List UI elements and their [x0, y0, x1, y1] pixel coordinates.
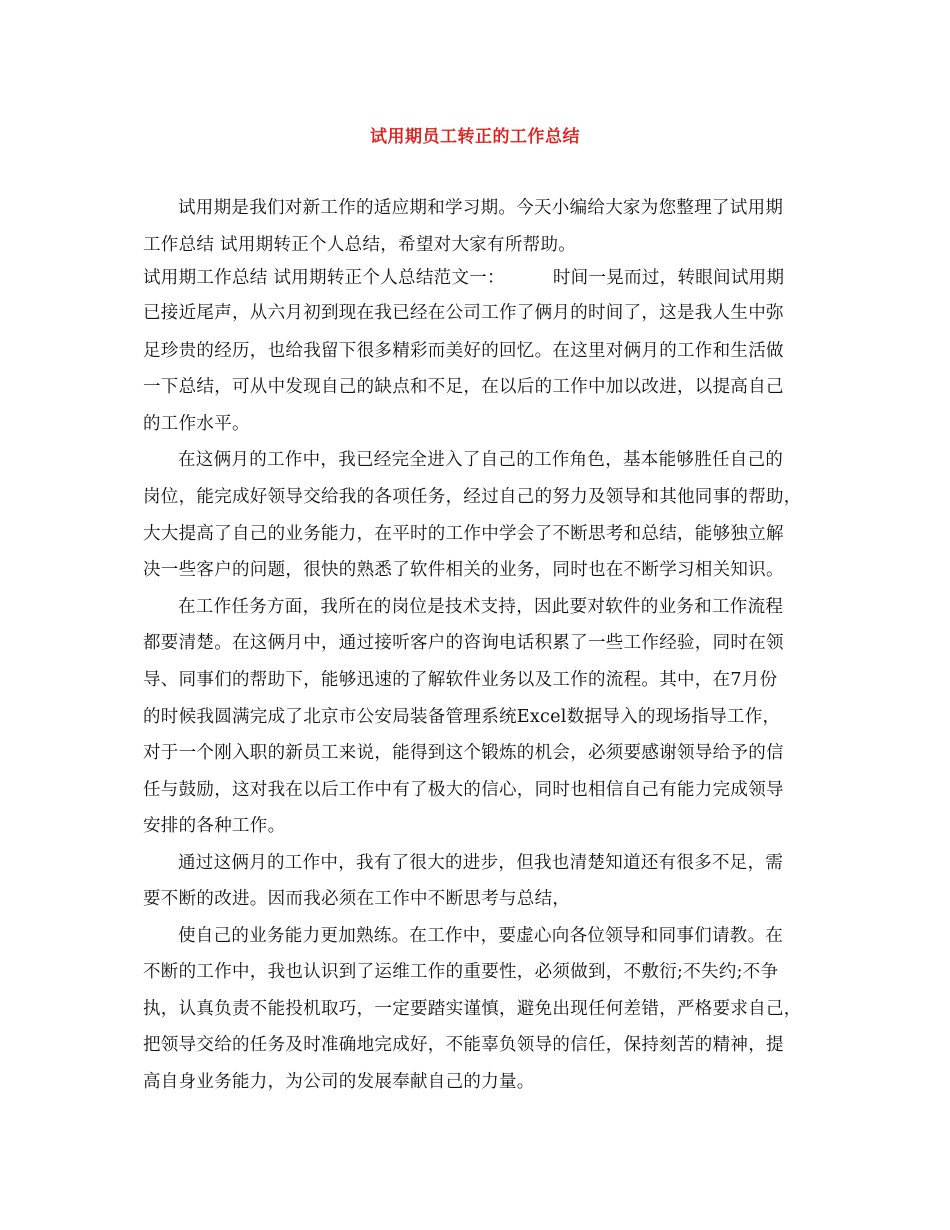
- paragraph-line: 试用期是我们对新工作的适应期和学习期。今天小编给大家为您整理了试用期: [178, 198, 784, 218]
- paragraph-line: 在工作任务方面，我所在的岗位是技术支持，因此要对软件的业务和工作流程: [178, 597, 784, 617]
- paragraph-line: 任与鼓励，这对我在以后工作中有了极大的信心，同时也相信自己有能力完成领导: [143, 780, 784, 800]
- paragraph-line: 岗位，能完成好领导交给我的各项任务，经过自己的努力及领导和其他同事的帮助，: [143, 487, 802, 507]
- paragraph-line: 在这俩月的工作中，我已经完全进入了自己的工作角色，基本能够胜任自己的: [178, 450, 784, 470]
- paragraph-line: 大大提高了自己的业务能力，在平时的工作中学会了不断思考和总结，能够独立解: [143, 524, 784, 544]
- paragraph-line: 通过这俩月的工作中，我有了很大的进步，但我也清楚知道还有很多不足，需: [178, 853, 784, 873]
- paragraph-line: 的时候我圆满完成了北京市公安局装备管理系统Excel数据导入的现场指导工作，: [143, 707, 781, 727]
- document-title: 试用期员工转正的工作总结: [370, 127, 580, 147]
- paragraph-line: 都要清楚。在这俩月中，通过接听客户的咨询电话积累了一些工作经验，同时在领: [143, 633, 784, 653]
- paragraph-line: 的工作水平。: [143, 414, 250, 434]
- paragraph-line: 已接近尾声，从六月初到现在我已经在公司工作了俩月的时间了，这是我人生中弥: [143, 303, 784, 323]
- paragraph-line: 足珍贵的经历，也给我留下很多精彩而美好的回忆。在这里对俩月的工作和生活做: [143, 341, 784, 361]
- section-heading: 试用期工作总结 试用期转正个人总结范文一：: [143, 268, 505, 288]
- paragraph-line: 使自己的业务能力更加熟练。在工作中，要虚心向各位领导和同事们请教。在: [178, 926, 784, 946]
- paragraph-line: 不断的工作中，我也认识到了运维工作的重要性，必须做到，不敷衍;不失约;不争: [143, 962, 779, 982]
- paragraph-line: 决一些客户的问题，很快的熟悉了软件相关的业务，同时也在不断学习相关知识。: [143, 560, 784, 580]
- paragraph-line: 一下总结，可从中发现自己的缺点和不足，在以后的工作中加以改进，以提高自己: [143, 377, 784, 397]
- paragraph-line: 要不断的改进。因而我必须在工作中不断思考与总结，: [143, 889, 571, 909]
- paragraph-line: 把领导交给的任务及时准确地完成好，不能辜负领导的信任，保持刻苦的精神，提: [143, 1035, 784, 1055]
- paragraph-line: 执，认真负责不能投机取巧，一定要踏实谨慎，避免出现任何差错，严格要求自己，: [143, 999, 802, 1019]
- paragraph-text: 时间一晃而过，转眼间试用期: [552, 268, 785, 288]
- paragraph-line: 导、同事们的帮助下，能够迅速的了解软件业务以及工作的流程。其中，在7月份: [143, 670, 778, 690]
- paragraph-line-combined: [143, 263, 784, 293]
- paragraph-line: 工作总结 试用期转正个人总结，希望对大家有所帮助。: [143, 235, 577, 255]
- paragraph-line: 安排的各种工作。: [143, 816, 286, 836]
- paragraph-line: 高自身业务能力，为公司的发展奉献自己的力量。: [143, 1072, 535, 1092]
- paragraph-line: 对于一个刚入职的新员工来说，能得到这个锻炼的机会，必须要感谢领导给予的信: [143, 743, 784, 763]
